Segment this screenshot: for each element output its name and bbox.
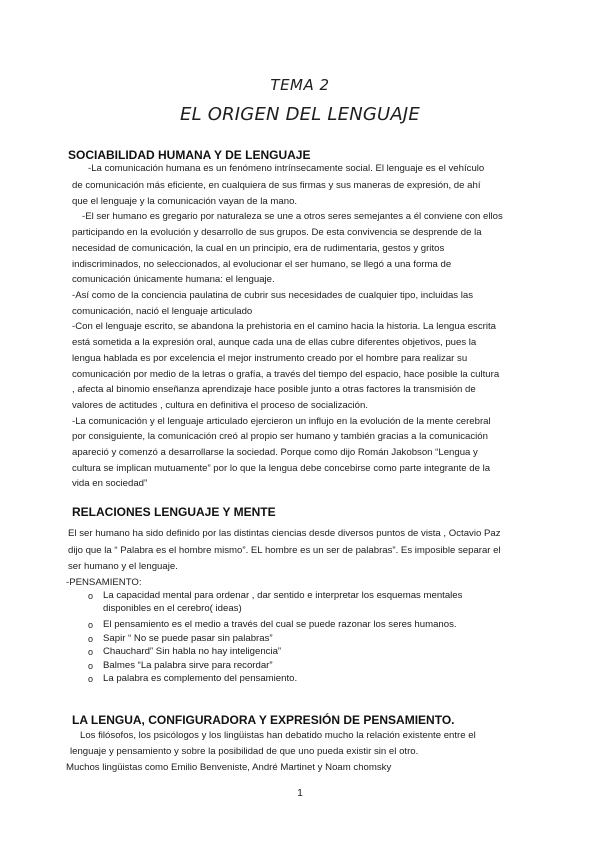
paragraph-line: -PENSAMIENTO: (66, 577, 142, 588)
paragraph-line: -La comunicación humana es un fenómeno intrínsecamente social. El lenguaje es el vehículo (88, 163, 485, 174)
paragraph-line: valores de actitudes , cultura en definitiva el proceso de socialización. (72, 400, 368, 411)
section-heading-la-lengua: LA LENGUA, CONFIGURADORA Y EXPRESIÓN DE PENSAMIENTO. (72, 713, 455, 727)
paragraph-line: necesidad de comunicación, la cual en un principio, era de rudimentaria, gestos y gritos (72, 243, 445, 254)
page-title: EL ORIGEN DEL LENGUAJE (180, 104, 420, 125)
list-item: La capacidad mental para ordenar , dar sentido e interpretar los esquemas mentales (103, 590, 463, 601)
paragraph-line: que el lenguaje y la comunicación vayan de la mano. (72, 196, 298, 207)
paragraph-line: Los filósofos, los psicólogos y los lingüistas han debatido mucho la relación existente entre el (80, 730, 476, 741)
list-item: El pensamiento es el medio a través del cual se puede razonar los seres humanos. (103, 619, 457, 630)
paragraph-line: El ser humano ha sido definido por las distintas ciencias desde diversos puntos de vista , Octavio Paz (68, 528, 501, 539)
bullet-marker: o (88, 634, 94, 644)
paragraph-line: cultura se implican mutuamente” por lo que la lengua debe concebirse como parte integrante de la (72, 463, 491, 474)
paragraph-line: comunicación únicamente humana: el lenguaje. (72, 274, 275, 285)
paragraph-line: Muchos lingüistas como Emilio Benveniste, André Martinet y Noam chomsky (66, 762, 392, 773)
paragraph-line: comunicación por medio de la letras o grafía, a través del tiempo del espacio, hace posible la cultura (72, 369, 500, 380)
paragraph-line: -La comunicación y el lenguaje articulado ejercieron un influjo en la evolución de la mente cerebral (72, 416, 491, 427)
paragraph-line: apareció y comenzó a desarrollarse la sociedad. Porque como dijo Román Jakobson “Lengua y (72, 447, 478, 458)
paragraph-line: lenguaje y pensamiento y sobre la posibilidad de que uno pueda existir sin el otro. (70, 746, 419, 757)
paragraph-line: por consiguiente, la comunicación creó al propio ser humano y también gracias a la comunicación (72, 431, 488, 442)
section-heading-relaciones: RELACIONES LENGUAJE Y MENTE (72, 505, 276, 519)
paragraph-line: dijo que la “ Palabra es el hombre mismo”. EL hombre es un ser de palabras”. Es imposible separar el (68, 545, 501, 556)
paragraph-line: -Así como de la conciencia paulatina de cubrir sus necesidades de cualquier tipo, incluidas las (72, 290, 474, 301)
paragraph-line: ser humano y el lenguaje. (68, 561, 178, 572)
paragraph-line: de comunicación más eficiente, en cualquiera de sus firmas y sus maneras de expresión, de ahí (72, 180, 481, 191)
paragraph-line: está sometida a la expresión oral, aunque cada una de ellas cubre diferentes objetivos, pues la (72, 337, 477, 348)
page-number: 1 (297, 788, 303, 799)
bullet-marker: o (88, 647, 94, 657)
tema-label: TEMA 2 (270, 76, 330, 94)
bullet-marker: o (88, 620, 94, 630)
paragraph-line: -El ser humano es gregario por naturaleza se une a otros seres semejantes a él conviene con ellos (82, 211, 503, 222)
list-item: La palabra es complemento del pensamiento. (103, 673, 298, 684)
paragraph-line: vida en sociedad” (72, 478, 148, 489)
paragraph-line: participando en la evolución y desarrollo de sus grupos. De esta convivencia se desprende de la (72, 227, 482, 238)
bullet-marker: o (88, 674, 94, 684)
section-heading-sociabilidad: SOCIABILIDAD HUMANA Y DE LENGUAJE (68, 148, 311, 162)
list-item-continuation: disponibles en el cerebro( ideas) (103, 603, 242, 614)
paragraph-line: , afecta al binomio enseñanza aprendizaje hace posible junto a otras factores la transmisión de (72, 384, 476, 395)
bullet-marker: o (88, 591, 94, 601)
list-item: Chauchard” Sin habla no hay inteligencia” (103, 646, 282, 657)
list-item: Sapir “ No se puede pasar sin palabras” (103, 633, 273, 644)
paragraph-line: -Con el lenguaje escrito, se abandona la prehistoria en el camino hacia la historia. La lengua escrita (72, 321, 496, 332)
paragraph-line: comunicación, nació el lenguaje articulado (72, 306, 253, 317)
list-item: Balmes “La palabra sirve para recordar” (103, 660, 273, 671)
paragraph-line: indiscriminados, no seleccionados, al evolucionar el ser humano, se llegó a una forma de (72, 259, 452, 270)
bullet-marker: o (88, 661, 94, 671)
paragraph-line: lengua hablada es por excelencia el mejor instrumento creado por el hombre para realizar su (72, 353, 468, 364)
